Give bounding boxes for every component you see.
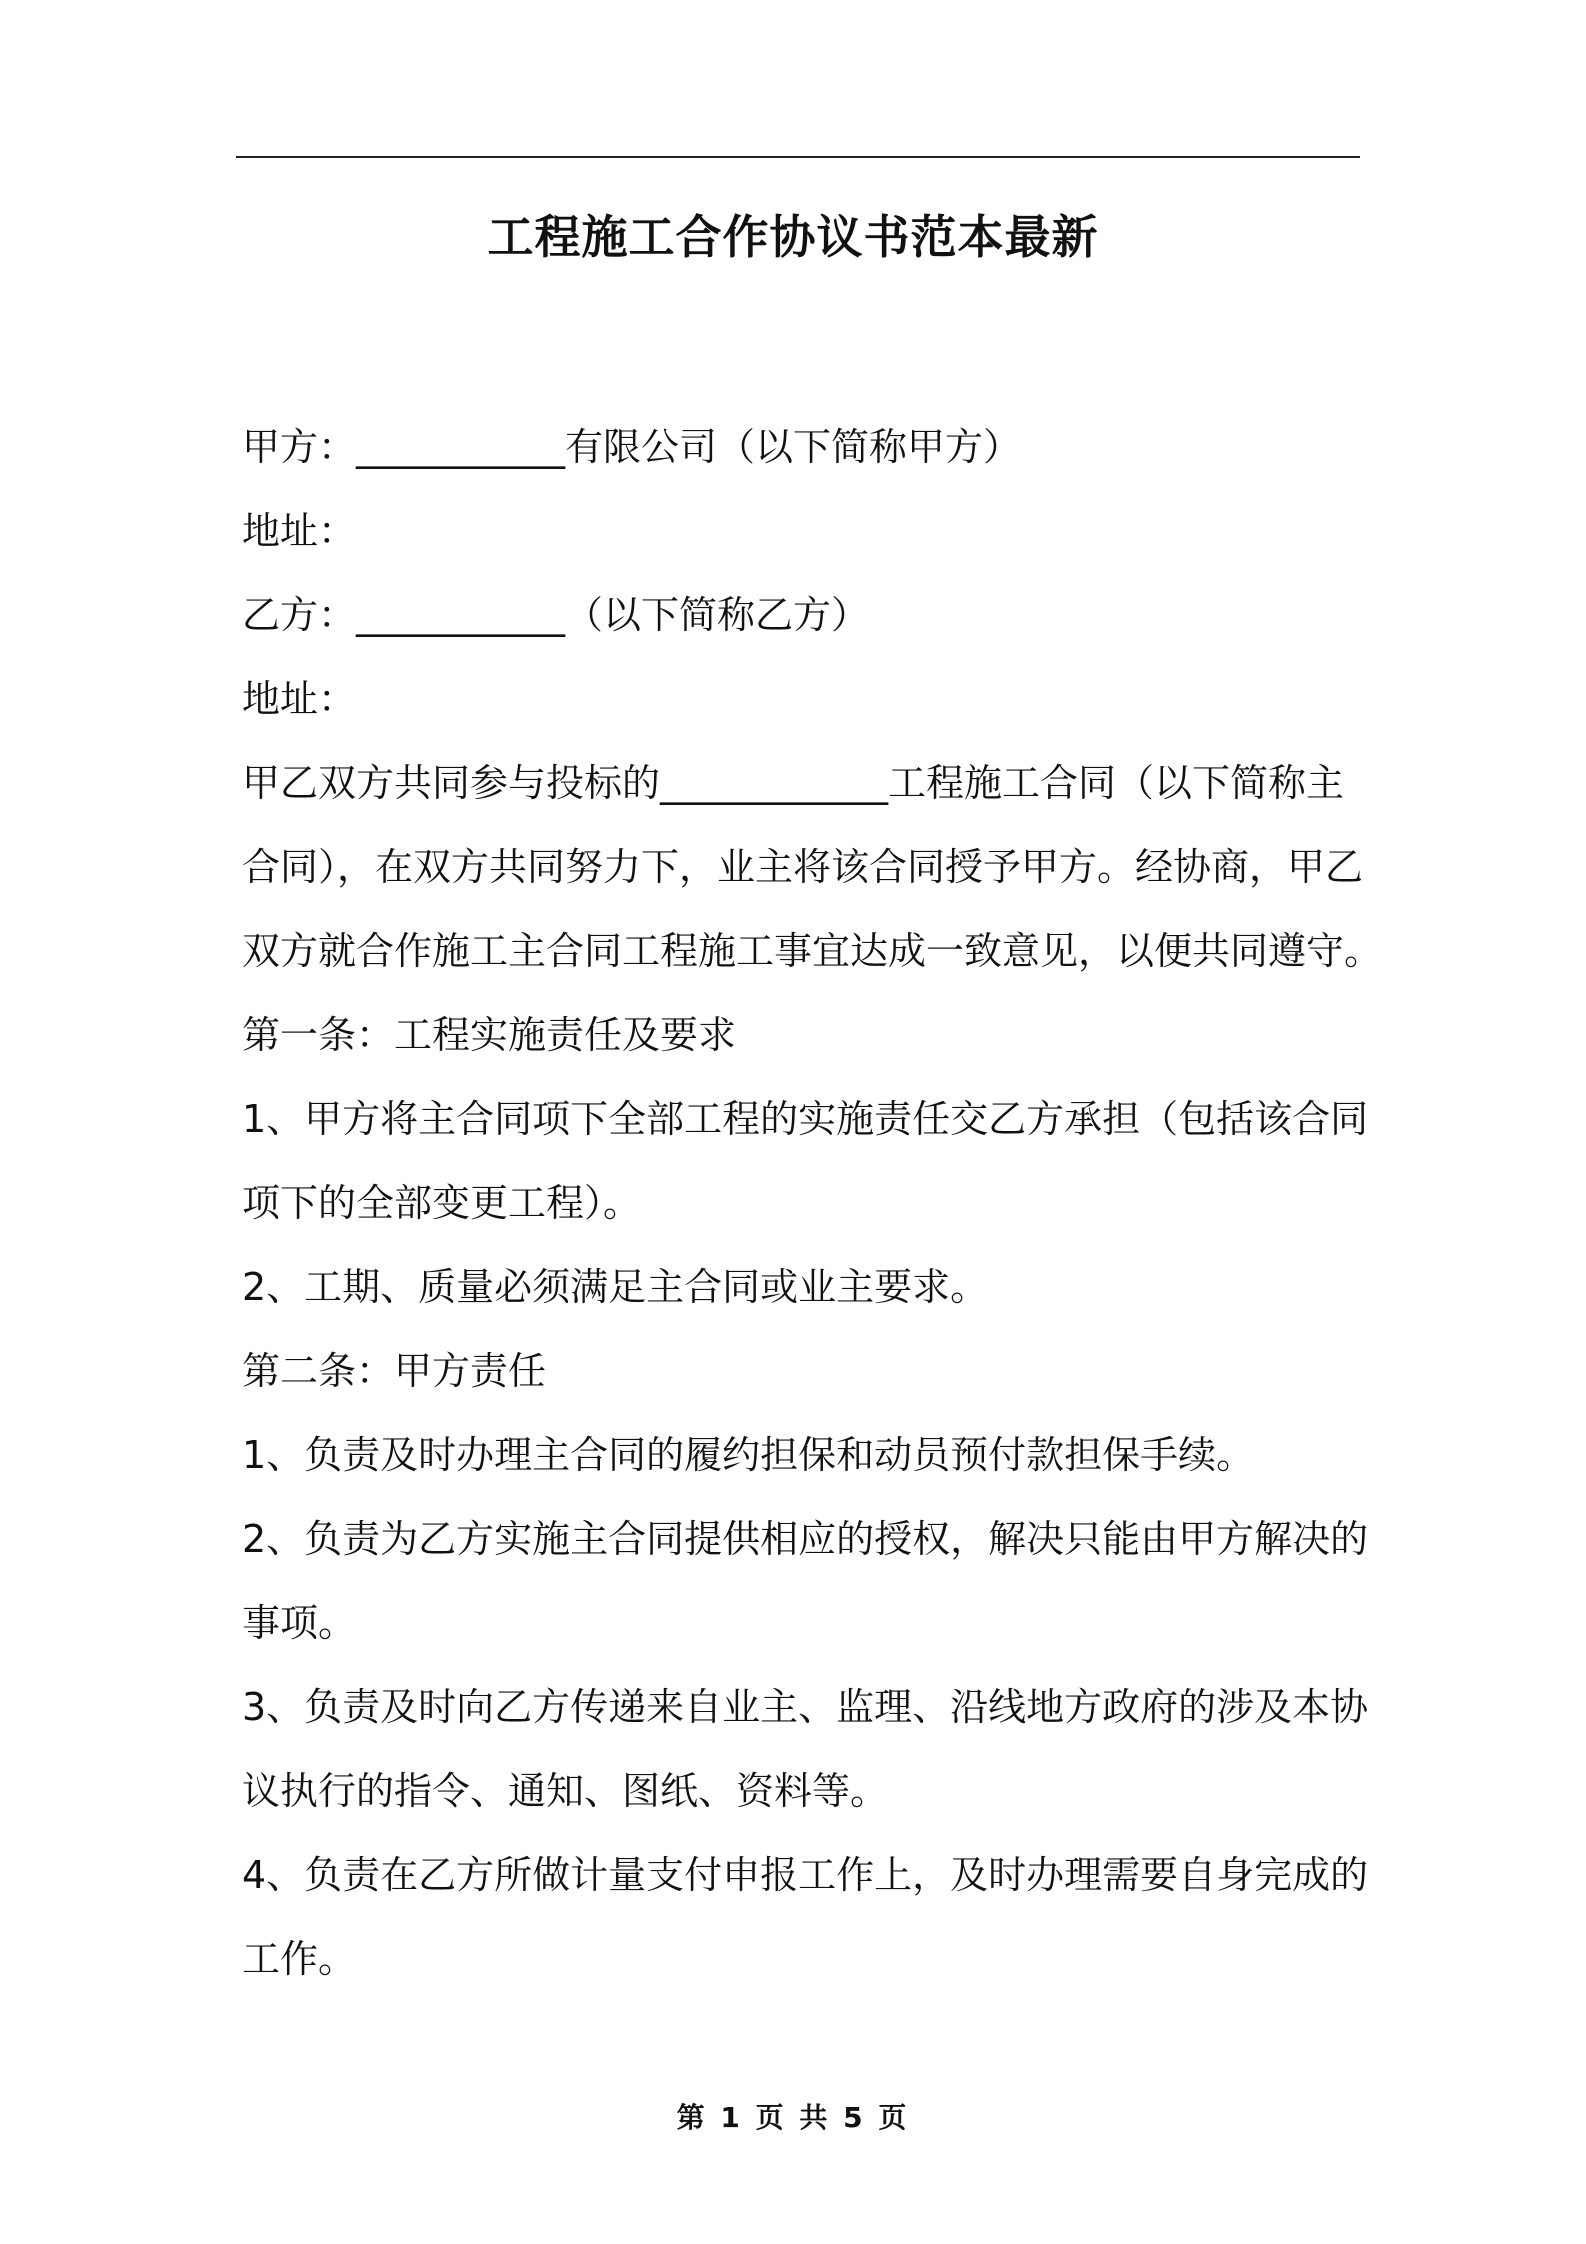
article-2-item-4-line-2: 工作。 [242, 1937, 357, 1981]
article-1-item-1-line-2: 项下的全部变更工程）。 [242, 1181, 642, 1225]
document-body [242, 405, 1383, 2001]
preamble-line-1: 甲乙双方共同参与投标的____________工程施工合同（以下简称主 [242, 761, 1345, 805]
party-a-address-line: 地址： [242, 509, 357, 553]
preamble-line-3: 双方就合作施工主合同工程施工事宜达成一致意见，以便共同遵守。 [242, 929, 1383, 973]
page-number: 第 1 页 共 5 页 [676, 2101, 910, 2134]
article-2-item-3-line-1: 3、负责及时向乙方传递来自业主、监理、沿线地方政府的涉及本协 [242, 1685, 1369, 1729]
article-2-item-3-line-2: 议执行的指令、通知、图纸、资料等。 [242, 1769, 889, 1813]
article-1-item-1-line-1: 1、甲方将主合同项下全部工程的实施责任交乙方承担（包括该合同 [242, 1097, 1369, 1141]
article-2-item-4-line-1: 4、负责在乙方所做计量支付申报工作上，及时办理需要自身完成的 [242, 1853, 1369, 1897]
preamble-line-2: 合同），在双方共同努力下，业主将该合同授予甲方。经协商，甲乙 [242, 845, 1364, 889]
party-b-line: 乙方：___________（以下简称乙方） [242, 593, 870, 637]
article-2-item-2-line-2: 事项。 [242, 1601, 357, 1645]
header-rule [236, 156, 1360, 158]
article-1-heading: 第一条：工程实施责任及要求 [242, 1013, 737, 1057]
article-2-item-2-line-1: 2、负责为乙方实施主合同提供相应的授权，解决只能由甲方解决的 [242, 1517, 1369, 1561]
article-2-heading: 第二条：甲方责任 [242, 1349, 547, 1393]
article-2-item-1: 1、负责及时办理主合同的履约担保和动员预付款担保手续。 [242, 1433, 1255, 1477]
article-1-item-2: 2、工期、质量必须满足主合同或业主要求。 [242, 1265, 989, 1309]
document-title: 工程施工合作协议书范本最新 [487, 210, 1099, 264]
party-a-line: 甲方：___________有限公司（以下简称甲方） [242, 425, 1022, 469]
party-b-address-line: 地址： [242, 677, 357, 721]
